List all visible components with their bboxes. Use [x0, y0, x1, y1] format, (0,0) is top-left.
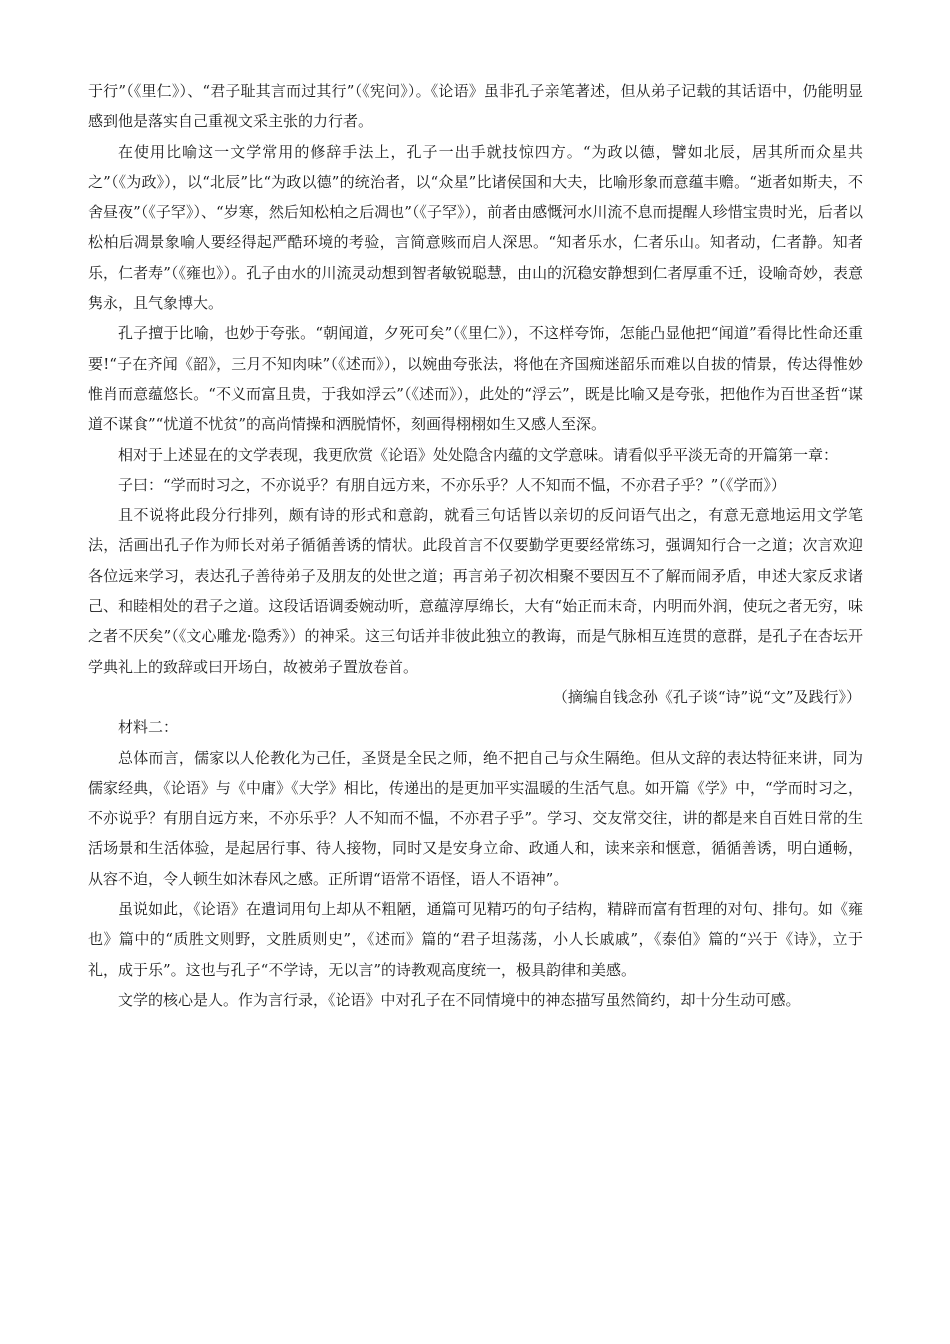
material2-paragraph-2: 虽说如此，《论语》在遣词用句上却从不粗陋，通篇可见精巧的句子结构，精辟而富有哲理的对句、排句。如《雍也》篇中的“质胜文则野，文胜质则史”，《述而》篇的“君子坦荡荡，小人长戚戚”，《泰伯》篇的“兴于《诗》，立于礼，成于乐”。这也与孔子“不学诗，无以言”的诗教观高度统一，极具韵律和美感。	[88, 900, 863, 979]
paragraph-5-quote: 子曰：“学而时习之，不亦说乎？有朋自远方来，不亦乐乎？人不知而不愠，不亦君子乎？”（《学而》）	[118, 475, 786, 494]
material2-paragraph-3: 文学的核心是人。作为言行录，《论语》中对孔子在不同情境中的神态描写虽然简约，却十分生动可感。	[118, 990, 801, 1009]
paragraph-3: 孔子擅于比喻，也妙于夸张。“朝闻道，夕死可矣”（《里仁》），不这样夸饰，怎能凸显他把“闻道”看得比性命还重要!“子在齐闻《韶》，三月不知肉味”（《述而》），以婉曲夸张法，将他在齐国痴迷韶乐而难以自拔的情景，传达得惟妙惟肖而意蕴悠长。“不义而富且贵，于我如浮云”（《述而》），此处的“浮云”，既是比喻又是夸张，把他作为百世圣哲“谋道不谋食”“忧道不忧贫”的高尚情操和洒脱情怀，刻画得栩栩如生又感人至深。	[88, 324, 863, 434]
paragraph-1: 于行”（《里仁》）、“君子耻其言而过其行”（《宪问》）。《论语》虽非孔子亲笔著述，但从弟子记载的其话语中，仍能明显感到他是落实自己重视文采主张的力行者。	[88, 82, 863, 131]
source-citation: （摘编自钱念孙《孔子谈“诗”说“文”及践行》）	[552, 687, 861, 706]
paragraph-2: 在使用比喻这一文学常用的修辞手法上，孔子一出手就技惊四方。“为政以德，譬如北辰，居其所而众星共之”（《为政》），以“北辰”比“为政以德”的统治者，以“众星”比诸侯国和大夫，比喻形象而意蕴丰赡。“逝者如斯夫，不舍昼夜”（《子罕》）、“岁寒，然后知松柏之后凋也”（《子罕》），前者由感慨河水川流不息而提醒人珍惜宝贵时光，后者以松柏后凋景象喻人要经得起严酷环境的考验，言简意赅而启人深思。“知者乐水，仁者乐山。知者动，仁者静。知者乐，仁者寿”（《雍也》）。孔子由水的川流灵动想到智者敏锐聪慧，由山的沉稳安静想到仁者厚重不迁，设喻奇妙，表意隽永，且气象博大。	[88, 142, 863, 313]
material-label: 材料二：	[118, 718, 179, 737]
material2-paragraph-1: 总体而言，儒家以人伦教化为己任，圣贤是全民之师，绝不把自己与众生隔绝。但从文辞的表达特征来讲，同为儒家经典，《论语》与《中庸》《大学》相比，传递出的是更加平实温暖的生活气息。如开篇《学》中，“学而时习之，不亦说乎？有朋自远方来，不亦乐乎？人不知而不愠，不亦君子乎”。学习、交友常交往，讲的都是来自百姓日常的生活场景和生活体验，是起居行事、待人接物，同时又是安身立命、政通人和，读来亲和惬意，循循善诱，明白通畅，从容不迫，令人顿生如沐春风之感。正所谓“语常不语怪，语人不语神”。	[88, 748, 863, 888]
paragraph-4: 相对于上述显在的文学表现，我更欣赏《论语》处处隐含内蕴的文学意味。请看似乎平淡无奇的开篇第一章：	[118, 445, 839, 464]
document-page	[88, 76, 863, 1015]
paragraph-6: 且不说将此段分行排列，颇有诗的形式和意韵，就看三句话皆以亲切的反问语气出之，有意无意地运用文学笔法，活画出孔子作为师长对弟子循循善诱的情状。此段首言不仅要勤学更要经常练习，强调知行合一之道；次言欢迎各位远来学习，表达孔子善待弟子及朋友的处世之道；再言弟子初次相聚不要因互不了解而闹矛盾，申述大家反求诸己、和睦相处的君子之道。这段话语调委婉动听，意蕴淳厚绵长，大有“始正而末奇，内明而外润，使玩之者无穷，味之者不厌矣”（《文心雕龙·隐秀》）的神采。这三句话并非彼此独立的教诲，而是气脉相互连贯的意群，是孔子在杏坛开学典礼上的致辞或曰开场白，故被弟子置放卷首。	[88, 506, 863, 676]
